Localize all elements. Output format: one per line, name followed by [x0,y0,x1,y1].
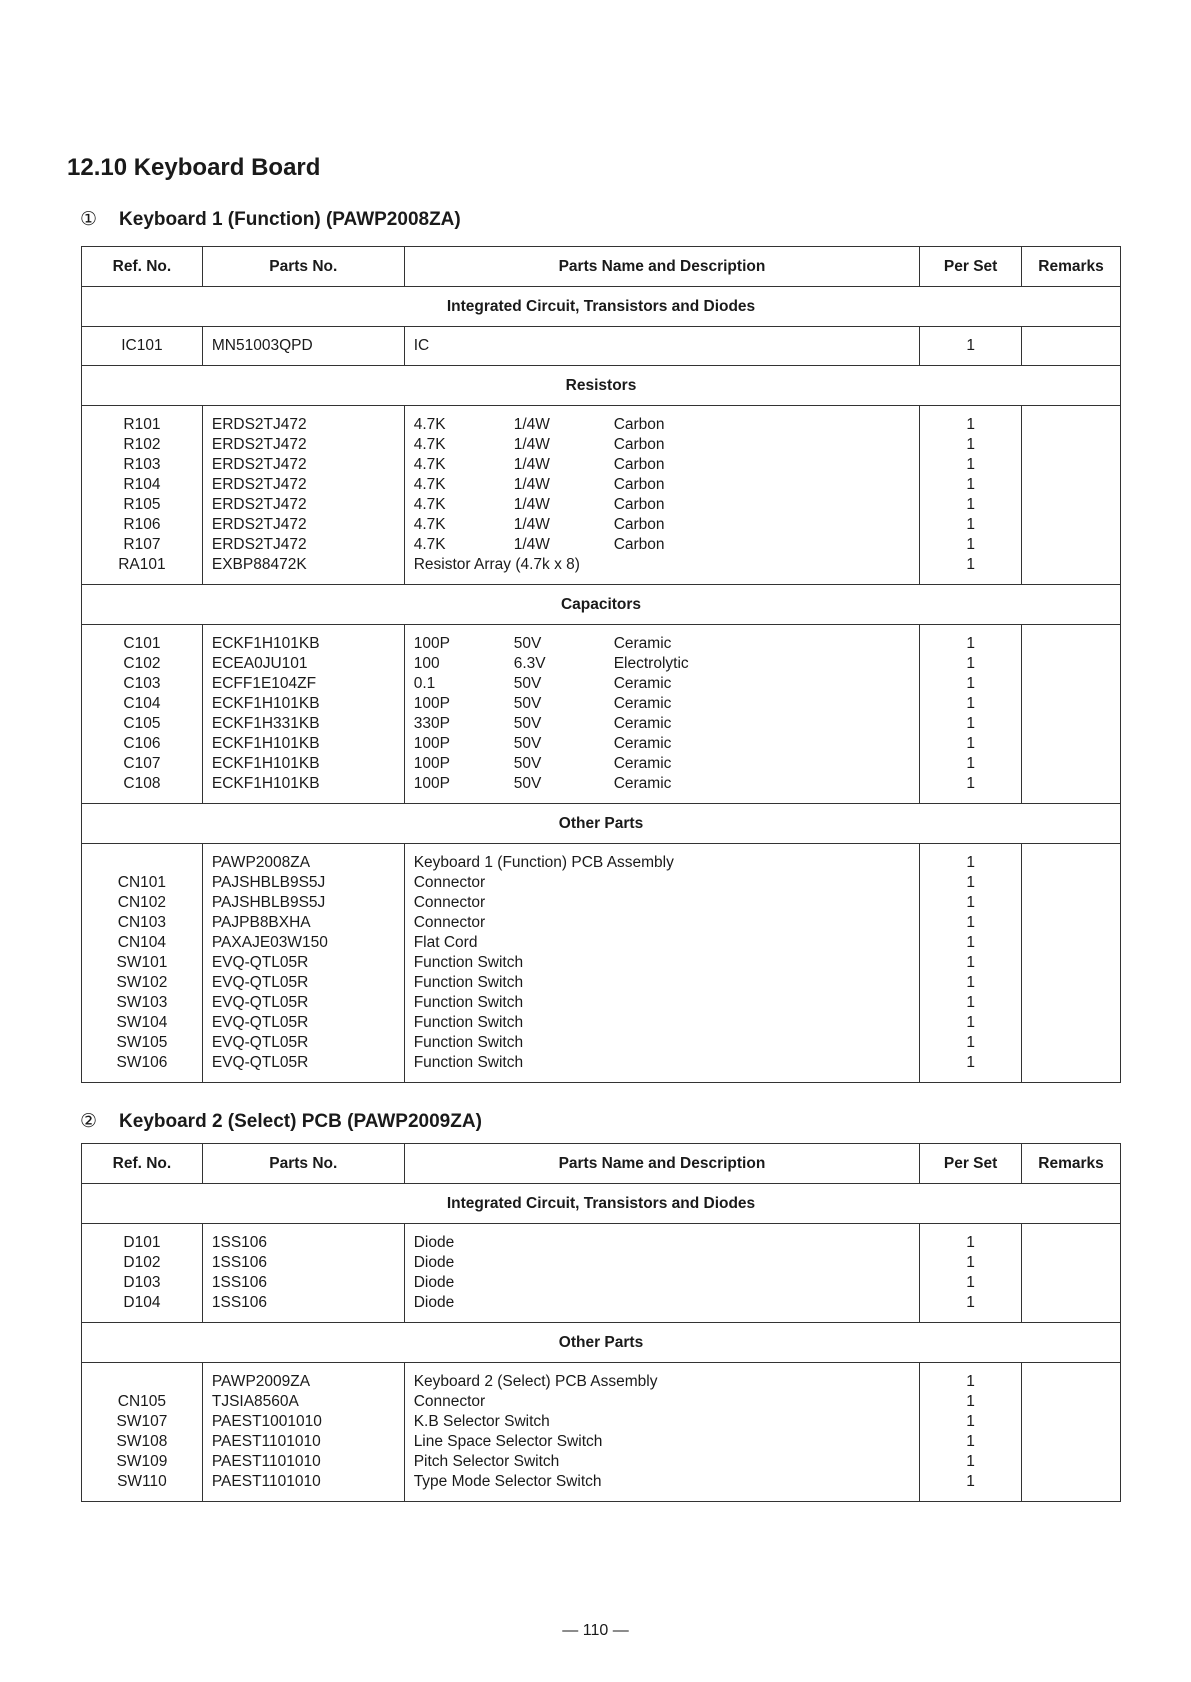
parts-no: ECKF1H101KB [211,755,320,772]
per-set: 1 [966,854,975,871]
per-set-cell [920,406,1022,585]
per-set: 1 [966,1393,975,1410]
header-remarks: Remarks [1022,1144,1121,1184]
ref-no: SW102 [116,974,168,991]
desc-value: Flat Cord [413,934,478,951]
table-row-group [82,1224,1121,1323]
ref-no: D104 [123,1294,161,1311]
parts-no: ECKF1H101KB [211,695,320,712]
desc-value: Function Switch [413,1054,524,1071]
desc-value: 330P [413,715,450,732]
parts-no: ERDS2TJ472 [211,476,307,493]
ref-no: CN103 [117,914,167,931]
desc-value: 100P [413,735,450,752]
per-set: 1 [966,337,975,354]
parts-no: EXBP88472K [211,556,307,573]
description [405,415,920,435]
description [405,913,920,933]
per-set: 1 [966,1014,975,1031]
desc-rating: 50V [513,715,542,732]
description-cell [404,844,920,1083]
category-label: Other Parts [82,1323,1121,1363]
ref-no: SW109 [116,1453,168,1470]
category-label: Other Parts [82,804,1121,844]
header-description: Parts Name and Description [404,1144,919,1184]
remarks-cell [1022,327,1121,366]
desc-type: Ceramic [613,735,672,752]
ref-no: R102 [123,436,161,453]
description [405,654,920,674]
ref-no: CN105 [117,1393,167,1410]
remarks-cell [1022,844,1121,1083]
desc-value: Keyboard 2 (Select) PCB Assembly [413,1373,658,1390]
header-remarks: Remarks [1022,247,1121,287]
parts-no: ERDS2TJ472 [211,416,307,433]
description [405,1233,919,1253]
description [405,873,920,893]
description [405,1372,919,1392]
desc-rating: 1/4W [513,456,550,473]
description [405,1412,919,1432]
parts-no: PAJPB8BXHA [211,914,311,931]
description [405,435,920,455]
ref-no: C105 [123,715,161,732]
desc-value: 4.7K [413,536,446,553]
desc-rating: 1/4W [513,416,550,433]
per-set: 1 [966,954,975,971]
table-row-group [82,625,1121,804]
ref-no: SW110 [117,1473,167,1490]
parts-no: ERDS2TJ472 [211,516,307,533]
per-set: 1 [966,1453,975,1470]
per-set-cell [920,327,1022,366]
description [405,853,920,873]
parts-no: EVQ-QTL05R [211,1034,309,1051]
ref-no: SW104 [116,1014,168,1031]
per-set: 1 [966,655,975,672]
desc-value: Diode [413,1234,455,1251]
per-set: 1 [966,536,975,553]
per-set: 1 [966,1254,975,1271]
per-set: 1 [966,735,975,752]
ref-no-cell [82,844,203,1083]
desc-type: Carbon [613,536,665,553]
description [405,475,920,495]
ref-no: D102 [123,1254,161,1271]
desc-value: IC [413,337,430,354]
description-cell [404,1224,919,1323]
parts-no: ERDS2TJ472 [211,436,307,453]
category-label: Integrated Circuit, Transistors and Diodes [82,287,1121,327]
desc-value: Line Space Selector Switch [413,1433,603,1450]
ref-no: R105 [123,496,161,513]
header-per-set: Per Set [920,247,1022,287]
parts-no: ECEA0JU101 [211,655,308,672]
desc-value: Diode [413,1274,455,1291]
desc-value: Diode [413,1254,455,1271]
desc-rating: 50V [513,695,542,712]
per-set-cell [920,1224,1022,1323]
parts-no: 1SS106 [211,1274,268,1291]
ref-no [82,853,202,873]
ref-no: SW101 [116,954,168,971]
description [405,973,920,993]
header-parts-no: Parts No. [202,1144,404,1184]
description [405,1293,919,1313]
parts-no: EVQ-QTL05R [211,994,309,1011]
per-set: 1 [966,675,975,692]
per-set: 1 [966,556,975,573]
per-set: 1 [966,1413,975,1430]
per-set: 1 [966,1433,975,1450]
ref-no: C108 [123,775,161,792]
desc-value: 100P [413,755,450,772]
desc-type: Ceramic [613,775,672,792]
per-set: 1 [966,456,975,473]
table-row-group [82,1363,1121,1502]
per-set: 1 [966,755,975,772]
desc-type: Carbon [613,476,665,493]
desc-value: 4.7K [413,416,446,433]
desc-rating: 1/4W [513,496,550,513]
desc-value: Resistor Array (4.7k x 8) [413,556,580,573]
ref-no: CN104 [117,934,167,951]
category-row [82,585,1121,625]
ref-no: SW105 [116,1034,168,1051]
desc-value: 100P [413,775,450,792]
section-heading-2: ② Keyboard 2 (Select) PCB (PAWP2009ZA) [80,1111,482,1132]
description-cell [404,327,920,366]
desc-value: Function Switch [413,994,524,1011]
description [405,1432,919,1452]
table-row-group [82,327,1121,366]
parts-no: TJSIA8560A [211,1393,299,1410]
description [405,774,920,794]
parts-no-cell [202,844,404,1083]
desc-value: Connector [413,894,486,911]
description [405,455,920,475]
parts-no: ECKF1H101KB [211,635,320,652]
description [405,336,920,356]
remarks-cell [1022,625,1121,804]
desc-value: Keyboard 1 (Function) PCB Assembly [413,854,674,871]
desc-type: Ceramic [613,695,672,712]
ref-no: D101 [123,1234,161,1251]
description-cell [404,1363,919,1502]
ref-no: SW106 [116,1054,168,1071]
per-set: 1 [966,974,975,991]
per-set: 1 [966,874,975,891]
per-set: 1 [966,496,975,513]
description [405,953,920,973]
ref-no: IC101 [121,337,163,354]
description [405,1273,919,1293]
parts-no: PAEST1101010 [211,1453,321,1470]
parts-no: PAEST1101010 [211,1433,321,1450]
per-set: 1 [966,894,975,911]
description [405,1053,920,1073]
category-label: Capacitors [82,585,1121,625]
per-set: 1 [966,516,975,533]
ref-no: C101 [123,635,161,652]
desc-value: Function Switch [413,954,524,971]
per-set: 1 [966,1034,975,1051]
per-set-cell [920,625,1022,804]
desc-value: Function Switch [413,974,524,991]
desc-type: Ceramic [613,675,672,692]
description [405,1452,919,1472]
header-row [82,247,1121,287]
category-row [82,804,1121,844]
parts-no-cell [202,1363,404,1502]
desc-type: Carbon [613,516,665,533]
per-set: 1 [966,476,975,493]
parts-no: PAJSHBLB9S5J [211,894,326,911]
section-heading-1: ① Keyboard 1 (Function) (PAWP2008ZA) [80,209,461,230]
desc-value: Connector [413,874,486,891]
description [405,495,920,515]
parts-no: EVQ-QTL05R [211,1014,309,1031]
ref-no: RA101 [118,556,166,573]
desc-value: Function Switch [413,1034,524,1051]
desc-value: Diode [413,1294,455,1311]
parts-no: ERDS2TJ472 [211,536,307,553]
ref-no: R107 [123,536,161,553]
parts-no-cell [202,625,404,804]
parts-no: ECFF1E104ZF [211,675,317,692]
parts-no: ERDS2TJ472 [211,456,307,473]
ref-no-cell [82,1363,203,1502]
parts-no-cell [202,1224,404,1323]
ref-no: C103 [123,675,161,692]
per-set: 1 [966,715,975,732]
description [405,674,920,694]
parts-no: EVQ-QTL05R [211,954,309,971]
desc-value: Pitch Selector Switch [413,1453,560,1470]
desc-value: Function Switch [413,1014,524,1031]
page-title: 12.10 Keyboard Board [67,154,321,181]
ref-no-cell [82,406,203,585]
description-cell [404,406,920,585]
remarks-cell [1022,1224,1121,1323]
parts-no: PAWP2009ZA [211,1373,311,1390]
per-set: 1 [966,635,975,652]
desc-rating: 6.3V [513,655,546,672]
category-label: Integrated Circuit, Transistors and Diodes [82,1184,1121,1224]
ref-no: SW108 [116,1433,168,1450]
description [405,1253,919,1273]
per-set: 1 [966,775,975,792]
parts-no: 1SS106 [211,1254,268,1271]
ref-no: R103 [123,456,161,473]
category-row [82,287,1121,327]
desc-value: Connector [413,914,486,931]
category-label: Resistors [82,366,1121,406]
parts-no: MN51003QPD [211,337,313,354]
ref-no-cell [82,327,203,366]
ref-no: R106 [123,516,161,533]
desc-rating: 1/4W [513,516,550,533]
parts-no: 1SS106 [211,1234,268,1251]
ref-no: C106 [123,735,161,752]
header-description: Parts Name and Description [404,247,920,287]
description [405,993,920,1013]
parts-no: ECKF1H101KB [211,775,320,792]
ref-no: CN101 [117,874,167,891]
remarks-cell [1022,1363,1121,1502]
parts-no: EVQ-QTL05R [211,974,309,991]
ref-no: C102 [123,655,161,672]
desc-value: 100P [413,635,450,652]
desc-type: Carbon [613,416,665,433]
ref-no: C107 [123,755,161,772]
ref-no-cell [82,1224,203,1323]
description [405,1033,920,1053]
ref-no: SW103 [116,994,168,1011]
per-set: 1 [966,994,975,1011]
per-set: 1 [966,1234,975,1251]
per-set: 1 [966,914,975,931]
parts-no: PAJSHBLB9S5J [211,874,326,891]
table-row-group [82,406,1121,585]
desc-value: 100P [413,695,450,712]
parts-no: 1SS106 [211,1294,268,1311]
description [405,535,920,555]
parts-no: ERDS2TJ472 [211,496,307,513]
description-cell [404,625,920,804]
description [405,555,920,575]
description [405,754,920,774]
parts-no: ECKF1H331KB [211,715,320,732]
remarks-cell [1022,406,1121,585]
ref-no: CN102 [117,894,167,911]
description [405,714,920,734]
description [405,634,920,654]
parts-table-keyboard-1 [81,246,1121,1083]
per-set: 1 [966,695,975,712]
desc-value: 4.7K [413,456,446,473]
parts-no: ECKF1H101KB [211,735,320,752]
desc-type: Carbon [613,496,665,513]
desc-rating: 1/4W [513,476,550,493]
page-number: — 110 — [562,1622,629,1639]
per-set: 1 [966,1054,975,1071]
per-set-cell [920,844,1022,1083]
desc-type: Ceramic [613,715,672,732]
per-set: 1 [966,1473,975,1490]
parts-no-cell [202,406,404,585]
desc-rating: 50V [513,635,542,652]
desc-rating: 1/4W [513,536,550,553]
desc-rating: 50V [513,735,542,752]
header-per-set: Per Set [920,1144,1022,1184]
description [405,694,920,714]
desc-rating: 50V [513,775,542,792]
parts-no: PAEST1101010 [211,1473,321,1490]
per-set-cell [920,1363,1022,1502]
ref-no: R104 [123,476,161,493]
description [405,734,920,754]
parts-table-keyboard-2 [81,1143,1121,1502]
description [405,1472,919,1492]
header-ref-no: Ref. No. [82,1144,203,1184]
ref-no: SW107 [116,1413,168,1430]
description [405,893,920,913]
category-row [82,1323,1121,1363]
parts-no: PAEST1001010 [211,1413,322,1430]
ref-no: D103 [123,1274,161,1291]
parts-no-cell [202,327,404,366]
desc-value: Type Mode Selector Switch [413,1473,602,1490]
desc-value: 4.7K [413,496,446,513]
desc-rating: 1/4W [513,436,550,453]
desc-type: Carbon [613,456,665,473]
desc-rating: 50V [513,755,542,772]
description [405,933,920,953]
header-ref-no: Ref. No. [82,247,203,287]
desc-value: 4.7K [413,476,446,493]
parts-no: EVQ-QTL05R [211,1054,309,1071]
ref-no-cell [82,625,203,804]
per-set: 1 [966,436,975,453]
description [405,1392,919,1412]
table-row-group [82,844,1121,1083]
desc-rating: 50V [513,675,542,692]
description [405,1013,920,1033]
desc-value: K.B Selector Switch [413,1413,550,1430]
ref-no [82,1372,202,1392]
desc-value: 4.7K [413,516,446,533]
category-row [82,366,1121,406]
desc-type: Ceramic [613,755,672,772]
desc-value: 0.1 [413,675,436,692]
parts-no: PAXAJE03W150 [211,934,328,951]
ref-no: C104 [123,695,161,712]
category-row [82,1184,1121,1224]
desc-type: Ceramic [613,635,672,652]
header-row [82,1144,1121,1184]
per-set: 1 [966,416,975,433]
description [405,515,920,535]
header-parts-no: Parts No. [202,247,404,287]
per-set: 1 [966,1294,975,1311]
per-set: 1 [966,934,975,951]
parts-no: PAWP2008ZA [211,854,311,871]
desc-value: 4.7K [413,436,446,453]
desc-value: 100 [413,655,440,672]
per-set: 1 [966,1373,975,1390]
desc-value: Connector [413,1393,486,1410]
per-set: 1 [966,1274,975,1291]
ref-no: R101 [123,416,161,433]
desc-type: Electrolytic [613,655,689,672]
desc-type: Carbon [613,436,665,453]
